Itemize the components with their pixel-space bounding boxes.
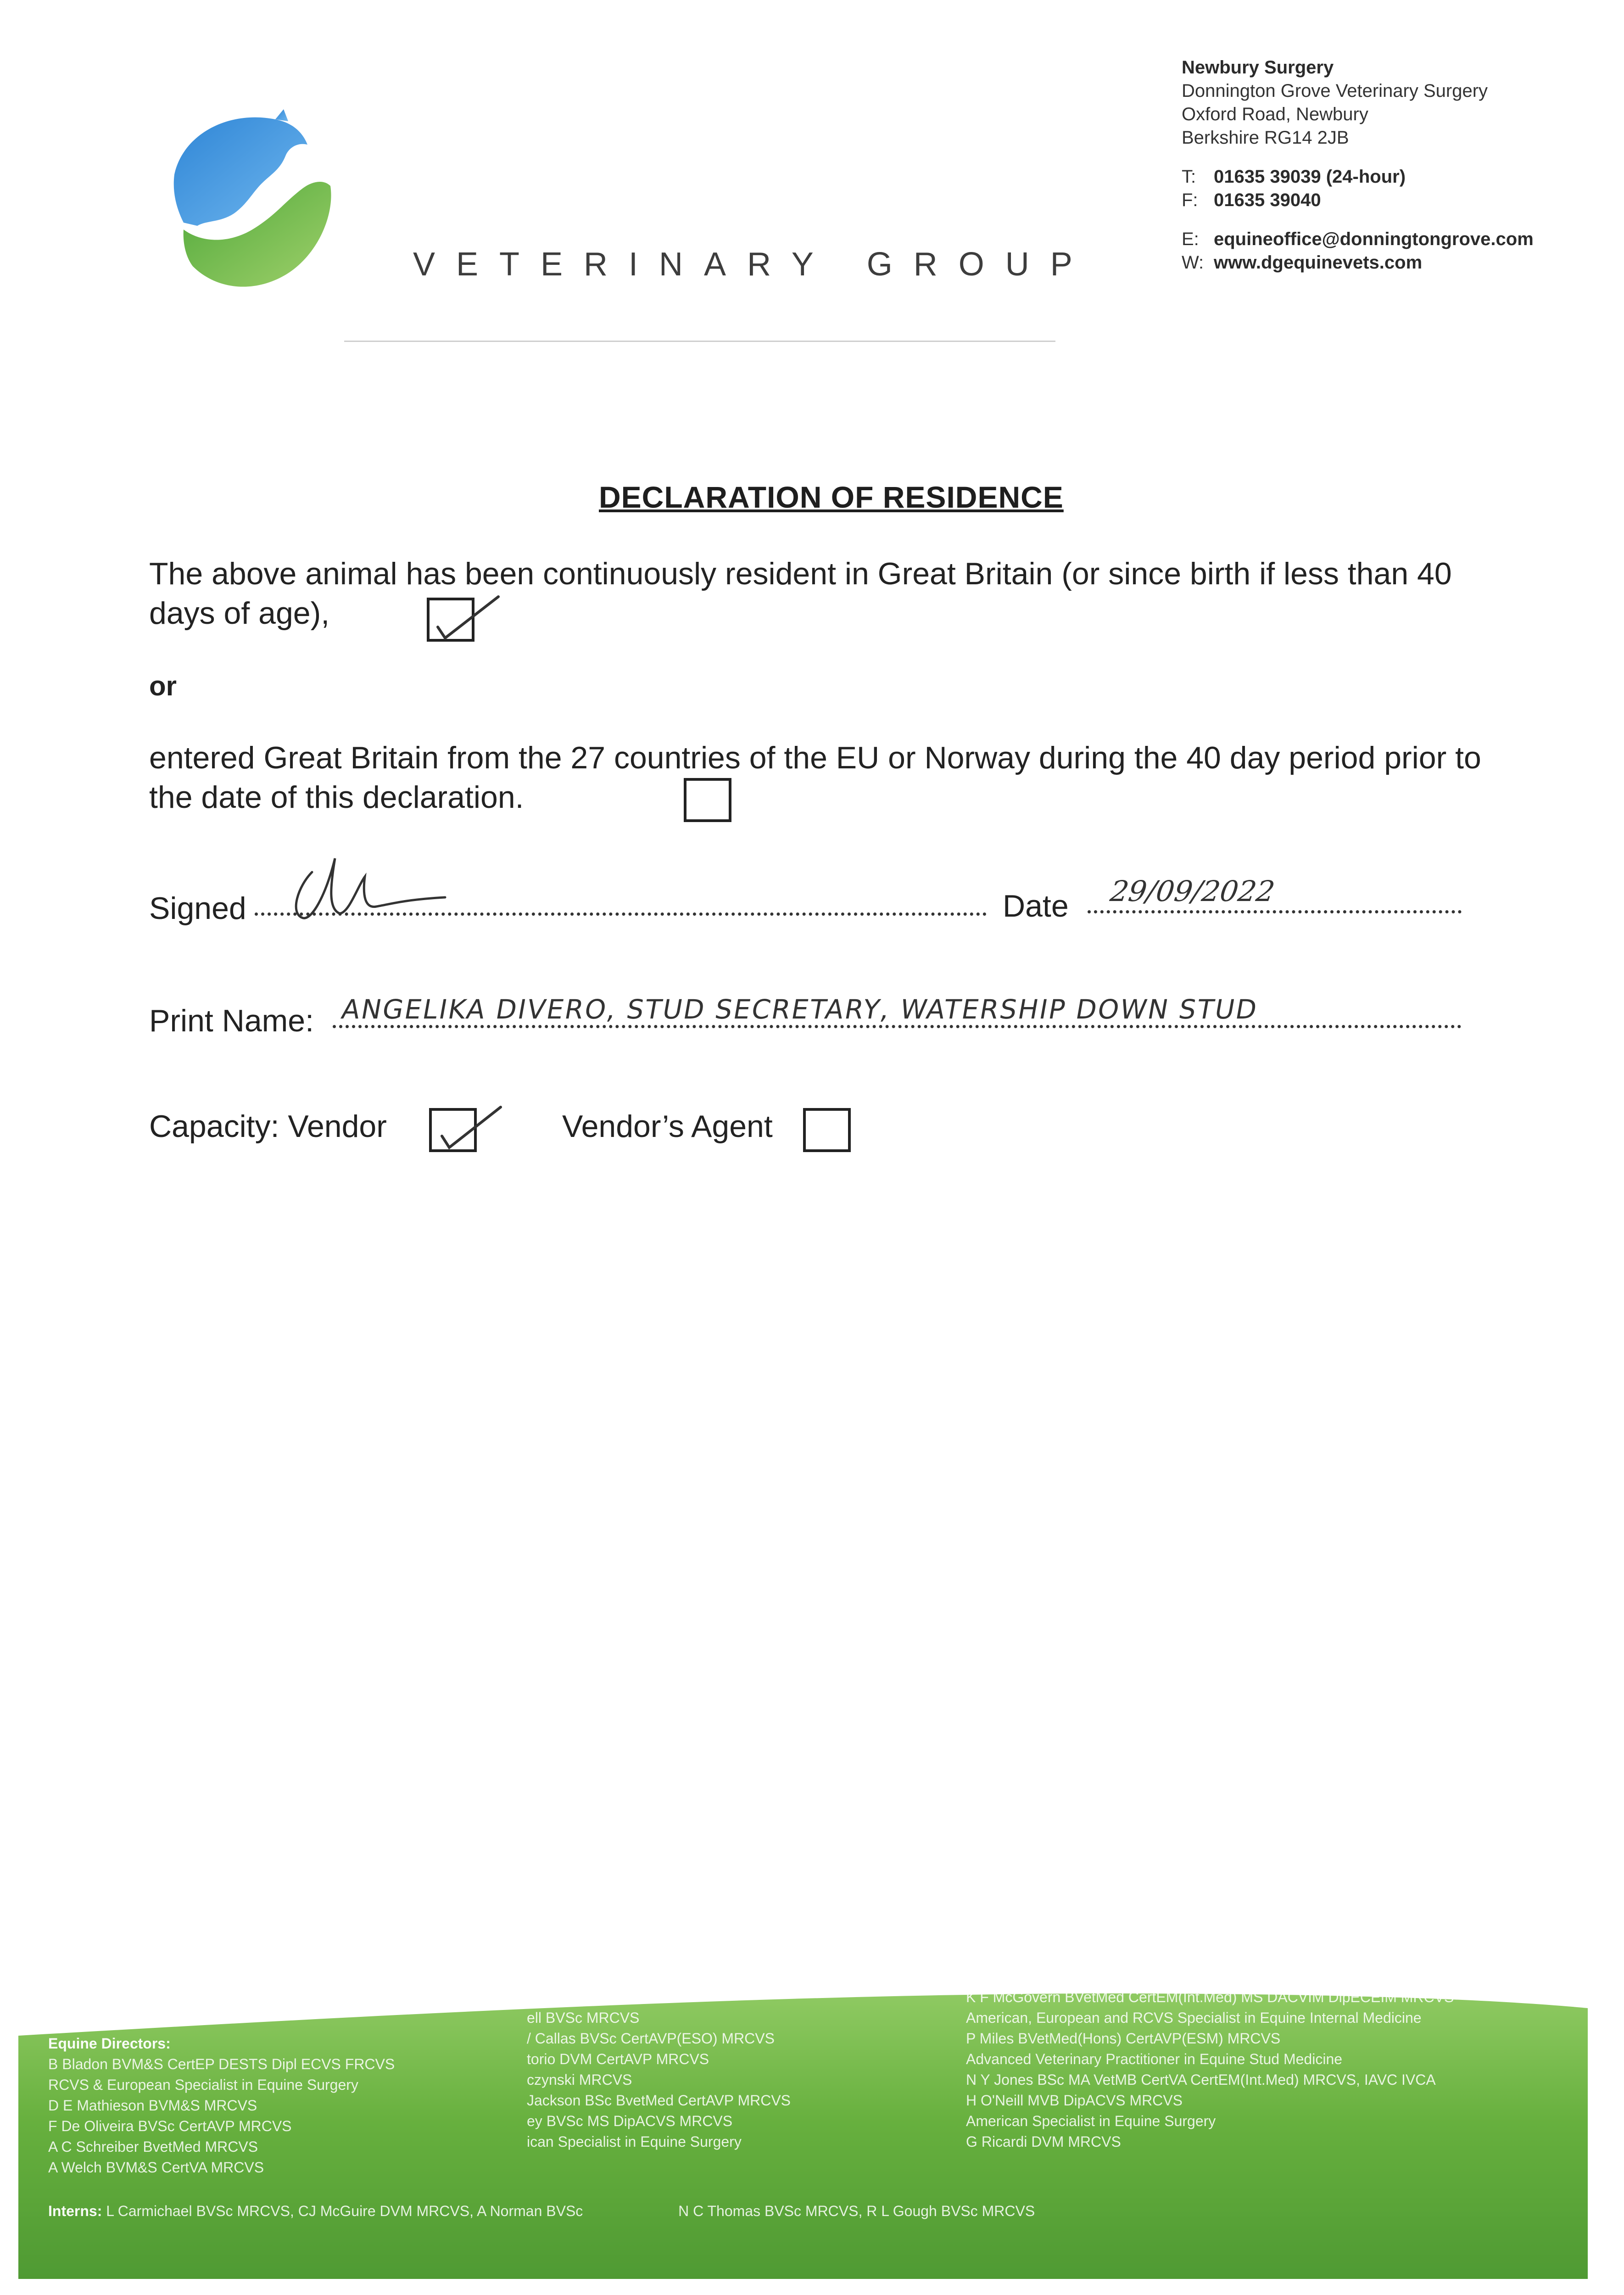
signed-label: Signed (149, 891, 246, 926)
associate-line: ey BVSc MS DipACVS MRCVS (527, 2113, 733, 2129)
specialists (966, 1987, 1454, 2152)
address-line-2: Oxford Road, Newbury (1182, 104, 1368, 124)
entered-checkbox[interactable] (684, 778, 731, 822)
director-line: RCVS & European Specialist in Equine Surgery (48, 2077, 358, 2093)
email-row (1182, 228, 1534, 251)
telephone-key: T: (1182, 167, 1196, 187)
specialist-line: American, European and RCVS Specialist in Equine Internal Medicine (966, 2010, 1422, 2026)
specialist-line: G Ricardi DVM MRCVS (966, 2133, 1121, 2150)
email-address: equineoffice@donningtongrove.com (1214, 229, 1534, 249)
director-line: D E Mathieson BVM&S MRCVS (48, 2097, 257, 2114)
website-key: W: (1182, 252, 1204, 273)
date-label: Date (1003, 889, 1069, 924)
entered-statement: entered Great Britain from the 27 countries of the EU or Norway during the 40 day period prior to the date of this declaration. (149, 740, 1481, 815)
specialist-line: N Y Jones BSc MA VetMB CertVA CertEM(Int.Med) MRCVS, IAVC IVCA (966, 2071, 1436, 2088)
or-separator: or (149, 671, 177, 701)
associate-line: czynski MRCVS (527, 2071, 632, 2088)
resident-checkbox[interactable] (427, 598, 474, 642)
associate-line: ell BVSc MRCVS (527, 2010, 640, 2026)
surgery-name: Newbury Surgery (1182, 57, 1334, 78)
associate-line: Jackson BSc BvetMed CertAVP MRCVS (527, 2092, 791, 2109)
date-handwritten-value: 29/09/2022 (1108, 874, 1277, 908)
contact-details (1182, 165, 1534, 274)
associates-heading: :iates: (527, 1989, 570, 2005)
capacity-vendor-label: Capacity: Vendor (149, 1109, 387, 1144)
date-line[interactable] (1088, 910, 1462, 913)
equine-directors (48, 2033, 395, 2178)
director-line: B Bladon BVM&S CertEP DESTS Dipl ECVS FRCVS (48, 2056, 395, 2072)
veterinary-group-logo (165, 106, 340, 298)
print-name-handwritten-value: ANGELIKA DIVERO, STUD SECRETARY, WATERSHIP DOWN STUD (339, 994, 1261, 1025)
telephone-row (1182, 165, 1534, 189)
fax-number: 01635 39040 (1214, 190, 1321, 210)
header-divider (344, 341, 1055, 342)
directors-heading: Equine Directors: (48, 2035, 171, 2052)
page-title: DECLARATION OF RESIDENCE (599, 480, 1064, 514)
address-line-3: Berkshire RG14 2JB (1182, 128, 1349, 148)
vendor-checkbox[interactable] (429, 1108, 477, 1152)
email-key: E: (1182, 229, 1199, 249)
website-row (1182, 251, 1534, 274)
associate-line: / Callas BVSc CertAVP(ESO) MRCVS (527, 2030, 775, 2047)
checkmark-icon (430, 600, 503, 651)
specialist-line: P Miles BVetMed(Hons) CertAVP(ESM) MRCVS (966, 2030, 1281, 2047)
footer-staff-list (0, 1985, 1624, 2295)
specialist-line: K F McGovern BVetMed CertEM(Int.Med) MS DACVIM DipECEIM MRCVS (966, 1989, 1454, 2005)
handwritten-signature (285, 845, 459, 936)
resident-statement: The above animal has been continuously resident in Great Britain (or since birth if less than 40 days of age), (149, 556, 1452, 631)
associates (527, 1987, 791, 2152)
print-name-label: Print Name: (149, 1003, 314, 1038)
specialist-line: Advanced Veterinary Practitioner in Equine Stud Medicine (966, 2051, 1343, 2067)
specialist-line: H O'Neill MVB DipACVS MRCVS (966, 2092, 1183, 2109)
director-line: F De Oliveira BVSc CertAVP MRCVS (48, 2118, 292, 2134)
brand-word-veterinary: VETERINARY (413, 246, 835, 283)
specialist-line: American Specialist in Equine Surgery (966, 2113, 1216, 2129)
fax-key: F: (1182, 190, 1198, 210)
address-line-1: Donnington Grove Veterinary Surgery (1182, 81, 1488, 101)
director-line: A C Schreiber BvetMed MRCVS (48, 2138, 258, 2155)
brand-wordmark (413, 246, 1094, 283)
surgery-address (1182, 56, 1488, 150)
fax-row (1182, 189, 1534, 212)
website-url: www.dgequinevets.com (1214, 252, 1423, 273)
interns-list-2: N C Thomas BVSc MRCVS, R L Gough BVSc MRCVS (678, 2203, 1035, 2219)
director-line: A Welch BVM&S CertVA MRCVS (48, 2159, 264, 2176)
interns-list: L Carmichael BVSc MRCVS, CJ McGuire DVM MRCVS, A Norman BVSc (106, 2203, 583, 2219)
checkmark-icon (432, 1111, 505, 1161)
brand-word-group: GROUP (866, 246, 1094, 283)
vendors-agent-checkbox[interactable] (803, 1108, 851, 1152)
vendors-agent-label: Vendor’s Agent (562, 1109, 773, 1144)
interns-heading: Interns: (48, 2203, 102, 2219)
telephone-number: 01635 39039 (24-hour) (1214, 167, 1406, 187)
interns (48, 2201, 1035, 2222)
associate-line: ican Specialist in Equine Surgery (527, 2133, 742, 2150)
associate-line: torio DVM CertAVP MRCVS (527, 2051, 709, 2067)
print-name-line[interactable] (333, 1025, 1462, 1028)
